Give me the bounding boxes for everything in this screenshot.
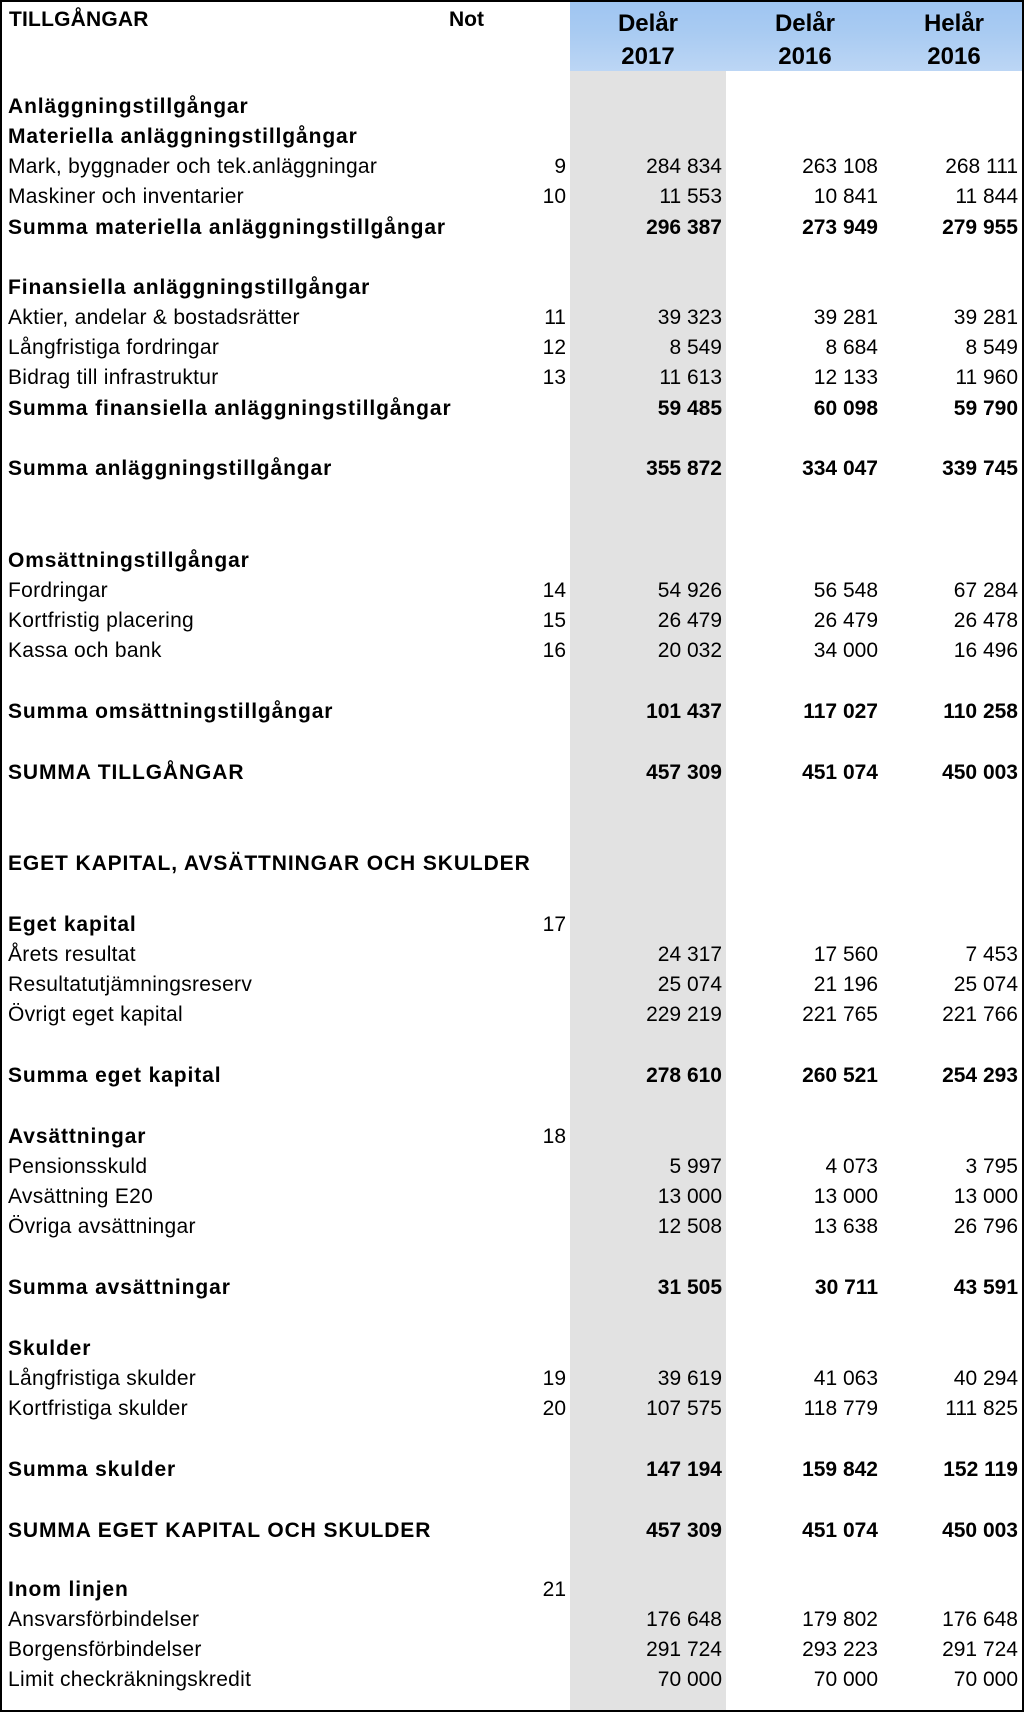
table-row [2, 363, 1024, 393]
value-delar-2017: 54 926 [657, 579, 722, 602]
value-delar-2017: 59 485 [657, 397, 722, 420]
value-delar-2017: 25 074 [657, 973, 722, 996]
row-note: 10 [542, 185, 566, 208]
row-label: Summa omsättningstillgångar [8, 700, 334, 723]
table-row [2, 1273, 1024, 1303]
value-delar-2016: 56 548 [813, 579, 878, 602]
table-row [2, 1394, 1024, 1424]
value-delar-2016: 34 000 [813, 639, 878, 662]
value-helar-2016: 39 281 [953, 306, 1018, 329]
row-label: Ansvarsförbindelser [8, 1608, 200, 1631]
value-helar-2016: 254 293 [942, 1064, 1018, 1087]
value-delar-2017: 5 997 [669, 1155, 722, 1178]
value-helar-2016: 26 796 [953, 1215, 1018, 1238]
row-label: Finansiella anläggningstillgångar [8, 276, 371, 299]
value-delar-2016: 118 779 [803, 1397, 878, 1420]
table-row [2, 910, 1024, 940]
row-note: 20 [542, 1397, 566, 1420]
value-delar-2017: 229 219 [646, 1003, 722, 1026]
value-delar-2017: 147 194 [646, 1458, 722, 1481]
value-delar-2017: 457 309 [646, 761, 722, 784]
table-row [2, 1635, 1024, 1665]
value-delar-2017: 8 549 [669, 336, 722, 359]
row-note: 16 [542, 639, 566, 662]
value-delar-2016: 8 684 [825, 336, 878, 359]
row-label: Övrigt eget kapital [8, 1003, 183, 1026]
row-label: Avsättning E20 [8, 1185, 154, 1208]
value-delar-2017: 20 032 [657, 639, 722, 662]
value-delar-2017: 176 648 [646, 1608, 722, 1631]
row-label: Långfristiga skulder [8, 1367, 197, 1390]
value-delar-2016: 41 063 [813, 1367, 878, 1390]
row-label: Bidrag till infrastruktur [8, 366, 219, 389]
column-header-delar-2017 [568, 7, 728, 73]
row-note: 18 [542, 1125, 566, 1148]
row-label: SUMMA TILLGÅNGAR [8, 761, 245, 784]
value-delar-2016: 179 802 [802, 1608, 878, 1631]
row-note: 14 [542, 579, 566, 602]
table-row [2, 849, 1024, 879]
row-note: 9 [554, 155, 566, 178]
value-helar-2016: 339 745 [942, 457, 1018, 480]
table-row [2, 546, 1024, 576]
row-note: 11 [544, 306, 566, 329]
table-row [2, 1605, 1024, 1635]
value-delar-2016: 10 841 [813, 185, 878, 208]
row-label: Inom linjen [8, 1578, 129, 1601]
table-row [2, 758, 1024, 788]
table-row [2, 92, 1024, 122]
table-row [2, 1182, 1024, 1212]
table-row [2, 273, 1024, 303]
row-note: 19 [542, 1367, 566, 1390]
row-note: 21 [542, 1578, 566, 1601]
row-label: Resultatutjämningsreserv [8, 973, 253, 996]
value-delar-2017: 31 505 [657, 1276, 722, 1299]
value-helar-2016: 450 003 [942, 761, 1018, 784]
table-row [2, 1122, 1024, 1152]
column-header-line2: 2016 [778, 43, 832, 70]
value-delar-2017: 11 613 [659, 366, 722, 389]
table-row [2, 303, 1024, 333]
value-delar-2016: 334 047 [802, 457, 878, 480]
value-helar-2016: 111 825 [945, 1397, 1018, 1420]
table-row [2, 1212, 1024, 1242]
row-label: Summa materiella anläggningstillgångar [8, 216, 446, 239]
value-delar-2017: 278 610 [646, 1064, 722, 1087]
table-row [2, 122, 1024, 152]
value-delar-2016: 221 765 [802, 1003, 878, 1026]
row-label: Skulder [8, 1337, 92, 1360]
value-helar-2016: 40 294 [953, 1367, 1018, 1390]
table-row [2, 1061, 1024, 1091]
table-row [2, 940, 1024, 970]
value-helar-2016: 450 003 [942, 1519, 1018, 1542]
row-label: Maskiner och inventarier [8, 185, 244, 208]
note-column-header: Not [449, 8, 484, 31]
value-delar-2017: 13 000 [657, 1185, 722, 1208]
value-helar-2016: 3 795 [965, 1155, 1018, 1178]
value-delar-2017: 457 309 [646, 1519, 722, 1542]
row-label: Materiella anläggningstillgångar [8, 125, 358, 148]
row-label: EGET KAPITAL, AVSÄTTNINGAR OCH SKULDER [8, 852, 531, 875]
table-row [2, 636, 1024, 666]
value-helar-2016: 11 960 [955, 366, 1018, 389]
value-delar-2016: 21 196 [813, 973, 878, 996]
row-note: 17 [542, 913, 566, 936]
table-row [2, 333, 1024, 363]
table-row [2, 1455, 1024, 1485]
value-delar-2017: 39 619 [657, 1367, 722, 1390]
value-delar-2016: 451 074 [802, 1519, 878, 1542]
column-header-line2: 2017 [621, 43, 675, 70]
value-helar-2016: 268 111 [945, 155, 1018, 178]
value-delar-2017: 24 317 [657, 943, 722, 966]
value-delar-2016: 273 949 [802, 216, 878, 239]
row-label: Limit checkräkningskredit [8, 1668, 252, 1691]
row-label: Omsättningstillgångar [8, 549, 250, 572]
value-delar-2016: 159 842 [802, 1458, 878, 1481]
value-delar-2017: 284 834 [646, 155, 722, 178]
value-delar-2017: 355 872 [646, 457, 722, 480]
value-helar-2016: 59 790 [953, 397, 1018, 420]
value-delar-2016: 39 281 [813, 306, 878, 329]
table-row [2, 1575, 1024, 1605]
table-row [2, 182, 1024, 212]
value-delar-2017: 291 724 [646, 1638, 722, 1661]
row-label: Anläggningstillgångar [8, 95, 249, 118]
value-delar-2016: 17 560 [813, 943, 878, 966]
row-label: Mark, byggnader och tek.anläggningar [8, 155, 378, 178]
row-label: Fordringar [8, 579, 108, 602]
column-header-delar-2016 [725, 7, 885, 73]
row-label: Långfristiga fordringar [8, 336, 220, 359]
table-row [2, 1152, 1024, 1182]
value-delar-2016: 26 479 [813, 609, 878, 632]
row-label: Avsättningar [8, 1125, 147, 1148]
row-label: Årets resultat [8, 943, 136, 966]
column-header-helar-2016 [874, 7, 1024, 73]
value-delar-2016: 12 133 [813, 366, 878, 389]
value-helar-2016: 11 844 [955, 185, 1018, 208]
value-helar-2016: 291 724 [942, 1638, 1018, 1661]
row-note: 12 [542, 336, 566, 359]
section-title: TILLGÅNGAR [9, 8, 149, 31]
row-label: Pensionsskuld [8, 1155, 148, 1178]
table-row [2, 1516, 1024, 1546]
value-delar-2016: 13 638 [813, 1215, 878, 1238]
value-helar-2016: 13 000 [953, 1185, 1018, 1208]
table-row [2, 1334, 1024, 1364]
value-helar-2016: 7 453 [965, 943, 1018, 966]
value-delar-2016: 451 074 [802, 761, 878, 784]
row-label: Kassa och bank [8, 639, 162, 662]
row-label: Kortfristig placering [8, 609, 195, 632]
value-helar-2016: 67 284 [953, 579, 1018, 602]
row-label: Summa finansiella anläggningstillgångar [8, 397, 452, 420]
row-label: Summa anläggningstillgångar [8, 457, 333, 480]
value-delar-2017: 39 323 [657, 306, 722, 329]
row-label: Summa avsättningar [8, 1276, 231, 1299]
column-header-line1: Delår [774, 10, 836, 37]
table-row [2, 1665, 1024, 1695]
value-helar-2016: 221 766 [942, 1003, 1018, 1026]
value-delar-2017: 26 479 [657, 609, 722, 632]
value-delar-2016: 13 000 [813, 1185, 878, 1208]
value-delar-2017: 107 575 [646, 1397, 722, 1420]
column-header-line2: 2016 [927, 43, 981, 70]
row-label: Övriga avsättningar [8, 1215, 196, 1238]
value-delar-2016: 117 027 [803, 700, 878, 723]
table-row [2, 454, 1024, 484]
value-helar-2016: 152 119 [943, 1458, 1018, 1481]
row-note: 13 [542, 366, 566, 389]
value-helar-2016: 8 549 [965, 336, 1018, 359]
row-label: Eget kapital [8, 913, 137, 936]
row-label: Summa eget kapital [8, 1064, 222, 1087]
row-label: Aktier, andelar & bostadsrätter [8, 306, 300, 329]
table-row [2, 576, 1024, 606]
table-row [2, 1000, 1024, 1030]
value-helar-2016: 110 258 [943, 700, 1018, 723]
table-row [2, 394, 1024, 424]
value-helar-2016: 43 591 [953, 1276, 1018, 1299]
column-header-line1: Delår [617, 10, 679, 37]
value-helar-2016: 26 478 [953, 609, 1018, 632]
value-delar-2017: 296 387 [646, 216, 722, 239]
table-row [2, 606, 1024, 636]
value-delar-2016: 30 711 [814, 1276, 878, 1299]
table-row [2, 970, 1024, 1000]
table-row [2, 697, 1024, 727]
value-helar-2016: 70 000 [953, 1668, 1018, 1691]
row-note: 15 [542, 609, 566, 632]
table-row [2, 152, 1024, 182]
value-helar-2016: 176 648 [942, 1608, 1018, 1631]
row-label: Borgensförbindelser [8, 1638, 202, 1661]
value-delar-2016: 293 223 [802, 1638, 878, 1661]
value-helar-2016: 16 496 [953, 639, 1018, 662]
row-label: Summa skulder [8, 1458, 177, 1481]
column-header-line1: Helår [923, 10, 985, 37]
row-label: SUMMA EGET KAPITAL OCH SKULDER [8, 1519, 432, 1542]
value-delar-2016: 260 521 [802, 1064, 878, 1087]
value-delar-2016: 60 098 [813, 397, 878, 420]
value-delar-2017: 70 000 [657, 1668, 722, 1691]
value-helar-2016: 25 074 [953, 973, 1018, 996]
value-delar-2017: 12 508 [657, 1215, 722, 1238]
table-row [2, 213, 1024, 243]
value-delar-2016: 70 000 [813, 1668, 878, 1691]
table-row [2, 1364, 1024, 1394]
value-delar-2017: 101 437 [646, 700, 722, 723]
row-label: Kortfristiga skulder [8, 1397, 188, 1420]
value-delar-2017: 11 553 [659, 185, 722, 208]
value-delar-2016: 4 073 [825, 1155, 878, 1178]
value-delar-2016: 263 108 [802, 155, 878, 178]
value-helar-2016: 279 955 [942, 216, 1018, 239]
